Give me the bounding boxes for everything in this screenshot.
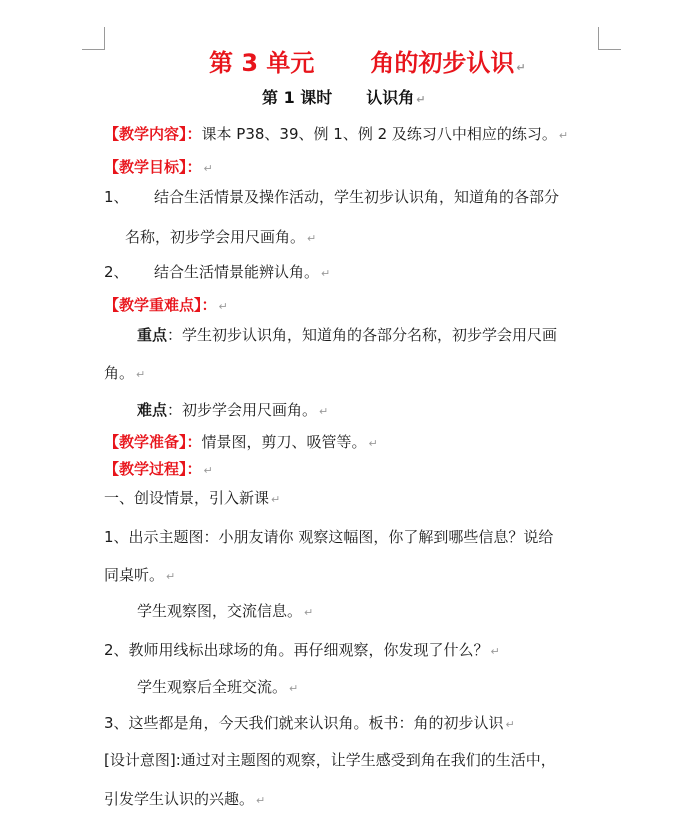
paragraph-mark: ↵: [203, 464, 213, 477]
goal-item-text: 结合生活情景能辨认角。: [154, 263, 320, 281]
process-section-1: [104, 488, 280, 510]
process-step-1: [104, 527, 553, 547]
paragraph-mark: ↵: [319, 405, 329, 418]
process-step-1-student: [137, 601, 313, 623]
margin-corner-mark-left: [82, 27, 105, 50]
goal-item-2: [104, 262, 330, 284]
process-step-2: [104, 640, 500, 662]
paragraph-mark: ↵: [416, 93, 426, 106]
goal-item-number: 2、: [104, 263, 129, 281]
process-section-title: 一、创设情景，引入新课: [104, 489, 270, 507]
paragraph-mark: ↵: [203, 162, 213, 175]
paragraph-mark: ↵: [505, 718, 515, 731]
paragraph-mark: ↵: [166, 570, 176, 583]
design-intent-line: [104, 750, 556, 770]
teaching-content-label: 【教学内容】：: [104, 125, 202, 143]
design-intent-text: [设计意图]:通过对主题图的观察，让学生感受到角在我们的生活中，: [104, 751, 556, 769]
paragraph-mark: ↵: [271, 493, 281, 506]
process-step-text: 2、教师用线标出球场的角。再仔细观察，你发现了什么？: [104, 641, 489, 659]
design-intent-line-continued: [104, 789, 265, 811]
paragraph-mark: ↵: [136, 368, 146, 381]
difficult-point-line: [137, 400, 328, 422]
key-points-heading: [104, 295, 228, 317]
process-step-text: 1、出示主题图：小朋友请你 观察这幅图，你了解到哪些信息？说给: [104, 528, 554, 546]
teaching-prep-text: 情景图，剪刀、吸管等。: [201, 433, 367, 451]
paragraph-mark: ↵: [218, 300, 228, 313]
paragraph-mark: ↵: [307, 232, 317, 245]
teaching-content-line: [104, 124, 568, 146]
key-point-label: 重点: [137, 326, 168, 344]
process-step-text-cont: 同桌听。: [104, 566, 165, 584]
lesson-number: 第 1 课时: [262, 88, 333, 107]
difficult-point-text: ：初步学会用尺画角。: [167, 401, 318, 419]
paragraph-mark: ↵: [256, 794, 266, 807]
paragraph-mark: ↵: [321, 267, 331, 280]
paragraph-mark: ↵: [558, 129, 569, 142]
process-step-1-continued: [104, 565, 175, 587]
teaching-goals-label: 【教学目标】：: [104, 158, 202, 176]
key-point-line-continued: [104, 363, 145, 385]
unit-name: 角的初步认识: [370, 49, 515, 77]
student-activity-text: 学生观察后全班交流。: [137, 678, 288, 696]
paragraph-mark: ↵: [304, 606, 314, 619]
goal-item-number: 1、: [104, 188, 129, 206]
paragraph-mark: ↵: [289, 682, 299, 695]
unit-title: [209, 48, 526, 83]
paragraph-mark: ↵: [516, 61, 526, 74]
lesson-subtitle: [262, 87, 426, 111]
key-point-text-cont: 角。: [104, 364, 135, 382]
unit-number: 第 3 单元: [209, 49, 315, 77]
process-step-text: 3、这些都是角，今天我们就来认识角。板书：角的初步认识: [104, 714, 504, 732]
teaching-goals-heading: [104, 157, 213, 179]
process-step-2-student: [137, 677, 298, 699]
key-point-line: [137, 325, 557, 345]
design-intent-text-cont: 引发学生认识的兴趣。: [104, 790, 255, 808]
margin-corner-mark-right: [598, 27, 621, 50]
difficult-point-label: 难点: [137, 401, 168, 419]
goal-item-text-cont: 名称，初步学会用尺画角。: [125, 228, 306, 246]
teaching-prep-line: [104, 432, 378, 454]
lesson-name: 认识角: [366, 88, 415, 107]
teaching-process-heading: [104, 459, 213, 481]
teaching-process-label: 【教学过程】：: [104, 460, 202, 478]
teaching-prep-label: 【教学准备】：: [104, 433, 202, 451]
key-points-label: 【教学重难点】：: [104, 296, 217, 314]
paragraph-mark: ↵: [368, 437, 378, 450]
teaching-content-text: 课本 P38、39、例 1、例 2 及练习八中相应的练习。: [201, 125, 557, 143]
process-step-3: [104, 713, 515, 735]
goal-item-1: [104, 187, 559, 207]
goal-item-text: 结合生活情景及操作活动，学生初步认识角，知道角的各部分: [154, 188, 560, 206]
student-activity-text: 学生观察图，交流信息。: [137, 602, 303, 620]
paragraph-mark: ↵: [490, 645, 500, 658]
goal-item-1-continued: [125, 227, 316, 249]
key-point-text: ：学生初步认识角，知道角的各部分名称，初步学会用尺画: [167, 326, 558, 344]
